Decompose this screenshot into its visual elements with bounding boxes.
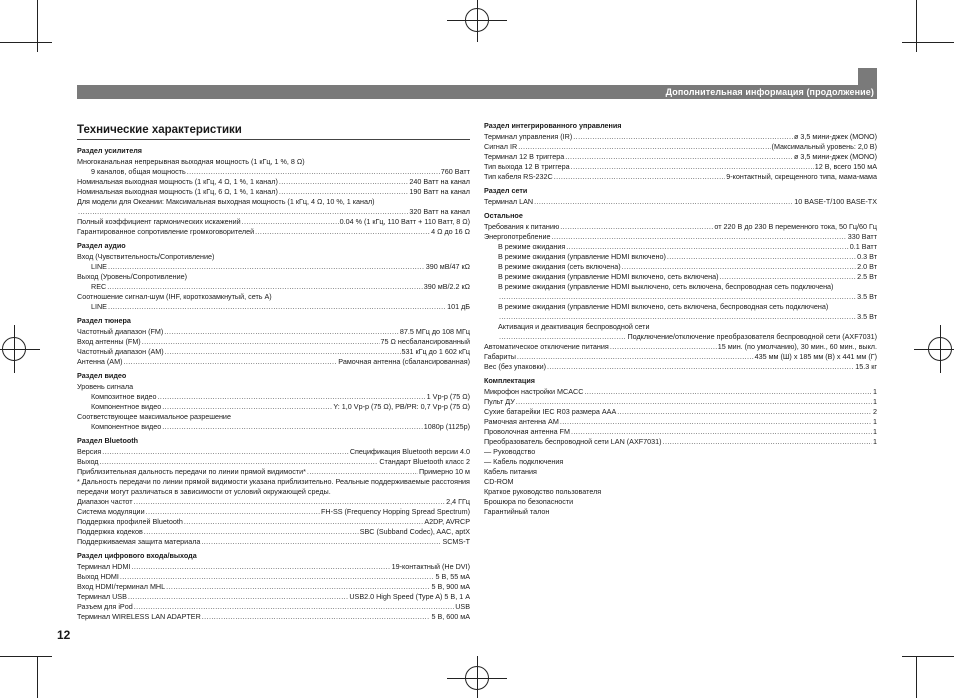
section-heading: Раздел сети bbox=[484, 186, 528, 195]
spec-value: ø 3,5 мини-джек (MONO) bbox=[794, 152, 877, 161]
spec-value: 240 Ватт на канал bbox=[409, 177, 470, 186]
spec-label: Поддерживаемая защита материала bbox=[77, 537, 201, 546]
spec-text: Брошюра по безопасности bbox=[484, 497, 574, 506]
spec-value: 3.5 Вт bbox=[857, 312, 877, 321]
spec-row bbox=[77, 592, 470, 602]
dot-leader bbox=[571, 162, 814, 172]
spec-value: 12 В, всего 150 мА bbox=[814, 162, 877, 171]
crop-mark bbox=[902, 656, 954, 657]
dot-leader bbox=[584, 387, 872, 397]
spec-value: Спецификация Bluetooth версии 4.0 bbox=[349, 447, 470, 456]
spec-row bbox=[77, 262, 470, 272]
section-heading: Комплектация bbox=[484, 376, 535, 385]
spec-row bbox=[77, 497, 470, 507]
dot-leader bbox=[499, 312, 856, 322]
dot-leader bbox=[187, 167, 440, 177]
spec-label: Выход HDMI bbox=[77, 572, 119, 581]
dot-leader bbox=[184, 517, 423, 527]
page-number: 12 bbox=[57, 628, 71, 642]
spec-value: 390 мВ/47 кΩ bbox=[425, 262, 470, 271]
spec-value: 435 мм (Ш) x 185 мм (В) x 441 мм (Г) bbox=[754, 352, 877, 361]
spec-value: USB bbox=[455, 602, 470, 611]
spec-label: Требования к питанию bbox=[484, 222, 560, 231]
spec-text: В режиме ожидания (управление HDMI включено, сеть включена, беспроводная сеть подключена) bbox=[498, 302, 829, 311]
spec-value: 0.3 Вт bbox=[857, 252, 877, 261]
spec-row bbox=[484, 197, 877, 207]
spec-row bbox=[77, 612, 470, 622]
spec-row bbox=[77, 467, 470, 477]
spec-value: 0.04 % (1 кГц, 110 Ватт + 110 Ватт, 8 Ω) bbox=[339, 217, 470, 226]
spec-row bbox=[77, 447, 470, 457]
section-heading: Раздел цифрового входа/выхода bbox=[77, 551, 197, 560]
spec-row bbox=[77, 562, 470, 572]
spec-value: 1 bbox=[873, 417, 877, 426]
spec-row bbox=[77, 357, 470, 367]
spec-row bbox=[77, 217, 470, 227]
spec-row bbox=[77, 507, 470, 517]
dot-leader bbox=[573, 132, 793, 142]
spec-label: Гарантированное сопротивление громкоговорителей bbox=[77, 227, 255, 236]
spec-label: Номинальная выходная мощность (1 кГц, 4 Ω, 1 %, 1 канал) bbox=[77, 177, 278, 186]
spec-row bbox=[77, 602, 470, 612]
spec-label: Преобразователь беспроводной сети LAN (AXF7031) bbox=[484, 437, 662, 446]
left-column bbox=[77, 142, 470, 622]
spec-label: Пульт ДУ bbox=[484, 397, 515, 406]
spec-text: Гарантийный талон bbox=[484, 507, 550, 516]
dot-leader bbox=[560, 222, 713, 232]
spec-value: Y: 1,0 Vp-p (75 Ω), PB/PR: 0,7 Vp-p (75 Ω) bbox=[333, 402, 470, 411]
spec-row bbox=[77, 282, 470, 292]
dot-leader bbox=[158, 392, 426, 402]
dot-leader bbox=[610, 342, 717, 352]
spec-row bbox=[77, 457, 470, 467]
spec-label: Тип выхода 12 В триггера bbox=[484, 162, 570, 171]
crop-mark bbox=[0, 656, 52, 657]
dot-leader bbox=[552, 232, 847, 242]
dot-leader bbox=[78, 207, 408, 217]
dot-leader bbox=[517, 352, 754, 362]
spec-row bbox=[77, 572, 470, 582]
crop-mark bbox=[916, 656, 917, 698]
spec-label: Выход bbox=[77, 457, 99, 466]
registration-mark bbox=[447, 678, 507, 679]
spec-value: 75 Ω несбалансированный bbox=[380, 337, 470, 346]
dot-leader bbox=[146, 507, 320, 517]
spec-row bbox=[77, 347, 470, 357]
spec-label: REC bbox=[91, 282, 107, 291]
spec-row bbox=[484, 262, 877, 272]
spec-label: Микрофон настройки MCACC bbox=[484, 387, 584, 396]
spec-value: 531 кГц до 1 602 кГц bbox=[401, 347, 470, 356]
dot-leader bbox=[144, 527, 359, 537]
spec-row bbox=[484, 292, 877, 302]
spec-row bbox=[77, 582, 470, 592]
spec-label: Версия bbox=[77, 447, 102, 456]
spec-value: 4 Ω до 16 Ω bbox=[431, 227, 470, 236]
footnote: * Дальность передачи по линии прямой видимости указана приблизительно. Реальные поддерживаемые расстояния передачи могут различаться в зависимости от условий окружающей среды. bbox=[77, 477, 470, 496]
spec-value: SBC (Subband Codec), AAC, aptX bbox=[359, 527, 470, 536]
spec-label: В режиме ожидания bbox=[498, 242, 566, 251]
spec-value: 0.1 Ватт bbox=[849, 242, 877, 251]
dot-leader bbox=[307, 467, 418, 477]
dot-leader bbox=[560, 417, 872, 427]
spec-value: ø 3,5 мини-джек (MONO) bbox=[794, 132, 877, 141]
spec-text: — Руководство bbox=[484, 447, 536, 456]
dot-leader bbox=[164, 327, 399, 337]
spec-value: Рамочная антенна (сбалансированная) bbox=[338, 357, 470, 366]
spec-row bbox=[77, 337, 470, 347]
spec-row bbox=[484, 242, 877, 252]
spec-value: 1080p (1125p) bbox=[423, 422, 470, 431]
dot-leader bbox=[663, 437, 872, 447]
right-column bbox=[484, 117, 877, 517]
spec-label: Терминал WIRELESS LAN ADAPTER bbox=[77, 612, 201, 621]
spec-value: 10 BASE-T/100 BASE-TX bbox=[794, 197, 877, 206]
header-title: Дополнительная информация (продолжение) bbox=[665, 87, 874, 97]
spec-label: Полный коэффициент гармонических искажений bbox=[77, 217, 241, 226]
spec-label: Рамочная антенна AM bbox=[484, 417, 559, 426]
spec-row bbox=[484, 417, 877, 427]
registration-mark bbox=[477, 0, 478, 42]
spec-row bbox=[484, 312, 877, 322]
dot-leader bbox=[571, 427, 872, 437]
spec-value: 5 В, 55 мА bbox=[435, 572, 470, 581]
spec-value: Примерно 10 м bbox=[418, 467, 470, 476]
dot-leader bbox=[123, 357, 337, 367]
crop-mark bbox=[902, 42, 954, 43]
spec-value: 2 bbox=[873, 407, 877, 416]
section-heading: Остальное bbox=[484, 211, 523, 220]
spec-value: 15 мин. (по умолчанию), 30 мин., 60 мин., выкл. bbox=[717, 342, 877, 351]
section-heading: Раздел тюнера bbox=[77, 316, 131, 325]
spec-row bbox=[484, 162, 877, 172]
dot-leader bbox=[622, 262, 857, 272]
dot-leader bbox=[499, 332, 626, 342]
spec-label: В режиме ожидания (сеть включена) bbox=[498, 262, 621, 271]
spec-row bbox=[77, 167, 470, 177]
spec-value: 9-контактный, скрещенного типа, мама-мама bbox=[726, 172, 877, 181]
spec-row bbox=[484, 362, 877, 372]
spec-row bbox=[484, 437, 877, 447]
spec-label: В режиме ожидания (управление HDMI включено) bbox=[498, 252, 666, 261]
spec-value: 3.5 Вт bbox=[857, 292, 877, 301]
section-heading: Раздел Bluetooth bbox=[77, 436, 139, 445]
spec-row bbox=[484, 387, 877, 397]
spec-value: 330 Ватт bbox=[847, 232, 877, 241]
dot-leader bbox=[166, 582, 430, 592]
spec-label: Тип кабеля RS-232C bbox=[484, 172, 553, 181]
spec-text: Кабель питания bbox=[484, 467, 537, 476]
spec-text: CD-ROM bbox=[484, 477, 514, 486]
spec-value: 2,4 ГГц bbox=[446, 497, 470, 506]
spec-value: 101 дБ bbox=[447, 302, 470, 311]
spec-row bbox=[484, 222, 877, 232]
spec-value: 19-контактный (Не DVI) bbox=[391, 562, 470, 571]
spec-label: Терминал USB bbox=[77, 592, 127, 601]
dot-leader bbox=[134, 602, 455, 612]
spec-text: Соотношение сигнал-шум (IHF, короткозамкнутый, сеть A) bbox=[77, 292, 272, 301]
registration-mark bbox=[914, 349, 954, 350]
spec-row bbox=[77, 392, 470, 402]
section-heading: Раздел видео bbox=[77, 371, 127, 380]
spec-label: Поддержка профилей Bluetooth bbox=[77, 517, 183, 526]
spec-label: Компонентное видео bbox=[91, 422, 162, 431]
spec-label: Диапазон частот bbox=[77, 497, 133, 506]
registration-mark bbox=[447, 20, 507, 21]
spec-row bbox=[484, 152, 877, 162]
registration-mark bbox=[940, 325, 941, 373]
spec-row bbox=[77, 517, 470, 527]
spec-text: Вход (Чувствительность/Сопротивление) bbox=[77, 252, 215, 261]
spec-text: Многоканальная непрерывная выходная мощность (1 кГц, 1 %, 8 Ω) bbox=[77, 157, 305, 166]
dot-leader bbox=[719, 272, 856, 282]
dot-leader bbox=[534, 197, 793, 207]
spec-value: 1 bbox=[873, 437, 877, 446]
spec-row bbox=[484, 252, 877, 262]
spec-label: Частотный диапазон (FM) bbox=[77, 327, 164, 336]
dot-leader bbox=[201, 537, 441, 547]
spec-row bbox=[77, 327, 470, 337]
dot-leader bbox=[162, 402, 332, 412]
spec-value: 1 bbox=[873, 397, 877, 406]
dot-leader bbox=[142, 337, 380, 347]
spec-label: Частотный диапазон (AM) bbox=[77, 347, 164, 356]
spec-value: Стандарт Bluetooth класс 2 bbox=[379, 457, 470, 466]
spec-text: Активация и деактивация беспроводной сети bbox=[498, 322, 650, 331]
registration-mark bbox=[477, 656, 478, 698]
spec-value: 1 bbox=[873, 387, 877, 396]
spec-row bbox=[77, 207, 470, 217]
section-heading: Раздел интегрированного управления bbox=[484, 121, 622, 130]
dot-leader bbox=[202, 612, 431, 622]
spec-row bbox=[484, 407, 877, 417]
dot-leader bbox=[120, 572, 435, 582]
dot-leader bbox=[242, 217, 339, 227]
spec-text: Выход (Уровень/Сопротивление) bbox=[77, 272, 188, 281]
spec-row bbox=[77, 177, 470, 187]
spec-label: Терминал HDMI bbox=[77, 562, 131, 571]
spec-row bbox=[77, 227, 470, 237]
spec-text: Уровень сигнала bbox=[77, 382, 134, 391]
dot-leader bbox=[566, 242, 849, 252]
spec-row bbox=[77, 402, 470, 412]
dot-leader bbox=[128, 592, 348, 602]
dot-leader bbox=[617, 407, 872, 417]
dot-leader bbox=[554, 172, 726, 182]
spec-value: USB2.0 High Speed (Type A) 5 В, 1 A bbox=[349, 592, 470, 601]
spec-value: 760 Ватт bbox=[440, 167, 470, 176]
spec-label: Антенна (AM) bbox=[77, 357, 123, 366]
spec-text: В режиме ожидания (управление HDMI выключено, сеть включена, беспроводная сеть подключена) bbox=[498, 282, 834, 291]
spec-value: 87.5 МГц до 108 МГц bbox=[399, 327, 470, 336]
registration-mark bbox=[14, 325, 15, 373]
spec-row bbox=[484, 332, 877, 342]
spec-text: Краткое руководство пользователя bbox=[484, 487, 602, 496]
spec-label: LINE bbox=[91, 262, 107, 271]
spec-label: Вход антенны (FM) bbox=[77, 337, 141, 346]
dot-leader bbox=[279, 187, 408, 197]
spec-row bbox=[484, 272, 877, 282]
spec-label: Сухие батарейки IEC R03 размера AAA bbox=[484, 407, 617, 416]
dot-leader bbox=[667, 252, 856, 262]
dot-leader bbox=[108, 302, 446, 312]
spec-text: Для модели для Океании: Максимальная выходная мощность (1 кГц, 4 Ω, 10 %, 1 канал) bbox=[77, 197, 375, 206]
dot-leader bbox=[279, 177, 408, 187]
crop-mark bbox=[37, 0, 38, 52]
dot-leader bbox=[162, 422, 423, 432]
spec-value: 1 Vp-p (75 Ω) bbox=[426, 392, 470, 401]
spec-value: 15.3 кг bbox=[855, 362, 877, 371]
spec-value: Подключение/отключение преобразователя беспроводной сети (AXF7031) bbox=[627, 332, 877, 341]
spec-label: LINE bbox=[91, 302, 107, 311]
dot-leader bbox=[107, 282, 423, 292]
dot-leader bbox=[134, 497, 446, 507]
spec-value: 2.0 Вт bbox=[857, 262, 877, 271]
crop-mark bbox=[37, 656, 38, 698]
spec-label: Терминал управления (IR) bbox=[484, 132, 573, 141]
crop-mark bbox=[0, 42, 52, 43]
dot-leader bbox=[565, 152, 793, 162]
spec-label: Терминал LAN bbox=[484, 197, 534, 206]
title-divider bbox=[77, 139, 470, 140]
spec-value: 1 bbox=[873, 427, 877, 436]
spec-label: Номинальная выходная мощность (1 кГц, 6 Ω, 1 %, 1 канал) bbox=[77, 187, 278, 196]
spec-text: — Кабель подключения bbox=[484, 457, 564, 466]
spec-value: 320 Ватт на канал bbox=[409, 207, 470, 216]
spec-value: от 220 В до 230 В переменного тока, 50 Гц/60 Гц bbox=[714, 222, 877, 231]
spec-label: Проволочная антенна FM bbox=[484, 427, 570, 436]
spec-row bbox=[77, 422, 470, 432]
page-title: Технические характеристики bbox=[77, 124, 242, 136]
spec-row bbox=[77, 302, 470, 312]
spec-row bbox=[484, 427, 877, 437]
registration-mark bbox=[0, 349, 40, 350]
dot-leader bbox=[255, 227, 430, 237]
dot-leader bbox=[102, 447, 349, 457]
spec-label: Автоматическое отключение питания bbox=[484, 342, 609, 351]
spec-row bbox=[77, 537, 470, 547]
spec-value: 190 Ватт на канал bbox=[409, 187, 470, 196]
spec-value: (Максимальный уровень: 2,0 В) bbox=[771, 142, 877, 151]
spec-label: Вход HDMI/терминал MHL bbox=[77, 582, 166, 591]
spec-row bbox=[484, 142, 877, 152]
dot-leader bbox=[499, 292, 856, 302]
dot-leader bbox=[516, 397, 872, 407]
spec-text: Соответствующее максимальное разрешение bbox=[77, 412, 231, 421]
spec-value: FH-SS (Frequency Hopping Spread Spectrum) bbox=[320, 507, 470, 516]
spec-label: Система модуляции bbox=[77, 507, 145, 516]
dot-leader bbox=[131, 562, 390, 572]
spec-row bbox=[484, 132, 877, 142]
spec-value: SCMS-T bbox=[442, 537, 470, 546]
spec-label: Компонентное видео bbox=[91, 402, 162, 411]
dot-leader bbox=[547, 362, 854, 372]
dot-leader bbox=[100, 457, 379, 467]
spec-value: 390 мВ/2.2 кΩ bbox=[423, 282, 470, 291]
dot-leader bbox=[108, 262, 425, 272]
spec-label: Приблизительная дальность передачи по линии прямой видимости* bbox=[77, 467, 306, 476]
spec-row bbox=[484, 352, 877, 362]
spec-label: В режиме ожидания (управление HDMI включено, сеть включена) bbox=[498, 272, 719, 281]
spec-row bbox=[77, 527, 470, 537]
header-tab bbox=[858, 68, 877, 85]
section-heading: Раздел усилителя bbox=[77, 146, 142, 155]
spec-label: 9 каналов, общая мощность bbox=[91, 167, 186, 176]
spec-label: Разъем для iPod bbox=[77, 602, 133, 611]
spec-label: Композитное видео bbox=[91, 392, 157, 401]
spec-label: Сигнал IR bbox=[484, 142, 518, 151]
spec-row bbox=[484, 342, 877, 352]
section-heading: Раздел аудио bbox=[77, 241, 126, 250]
spec-label: Вес (без упаковки) bbox=[484, 362, 547, 371]
spec-row bbox=[484, 232, 877, 242]
spec-value: 5 В, 600 мА bbox=[431, 612, 470, 621]
spec-value: A2DP, AVRCP bbox=[424, 517, 470, 526]
spec-row bbox=[484, 397, 877, 407]
spec-label: Терминал 12 В триггера bbox=[484, 152, 565, 161]
spec-label: Энергопотребление bbox=[484, 232, 551, 241]
dot-leader bbox=[165, 347, 401, 357]
crop-mark bbox=[916, 0, 917, 52]
spec-label: Поддержка кодеков bbox=[77, 527, 143, 536]
spec-label: Габариты bbox=[484, 352, 516, 361]
dot-leader bbox=[518, 142, 770, 152]
spec-row bbox=[77, 187, 470, 197]
spec-value: 2.5 Вт bbox=[857, 272, 877, 281]
spec-value: 5 В, 900 мА bbox=[431, 582, 470, 591]
spec-row bbox=[484, 172, 877, 182]
